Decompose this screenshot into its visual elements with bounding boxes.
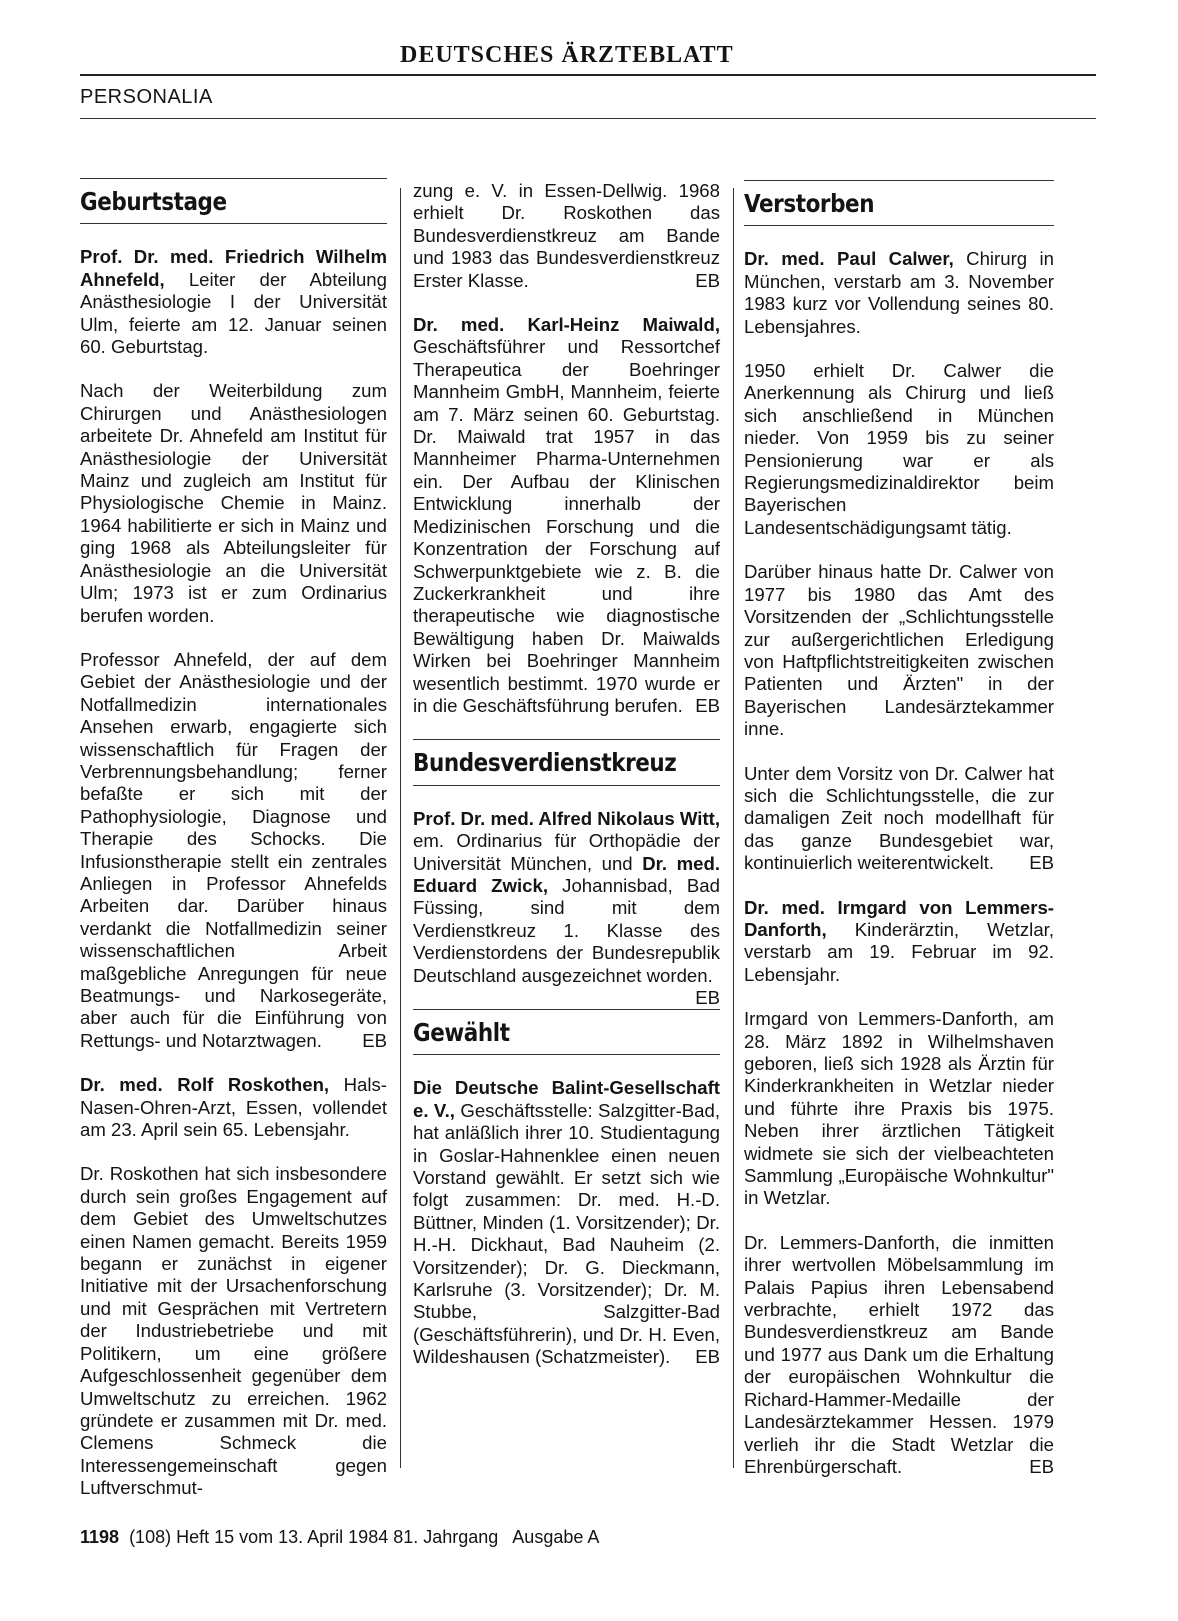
paragraph	[413, 180, 720, 292]
paragraph: Darüber hinaus hatte Dr. Calwer von 1977 bis 1980 das Amt des Vorsitzenden der „Schlichtungsstelle zur außergerichtlichen Erledigung von Haftpflichtstreitigkeiten zwischen Patienten und Ärzten" in der Bayerischen Landesärztekammer inne.	[744, 561, 1054, 740]
paragraph	[80, 649, 387, 1052]
author-initials: EB	[1029, 852, 1054, 874]
entry-text: Chirurg in München, verstarb am 3. November 1983 kurz vor Vollendung seines 80. Lebensjahres.	[744, 248, 1054, 337]
author-initials: EB	[1029, 1455, 1054, 1477]
paragraph-text: Dr. Lemmers-Danforth, die inmitten ihrer wertvollen Möbelsammlung im Palais Papius ihren Lebensabend verbrachte, erhielt 1972 das Bundesverdienstkreuz am Bande und 1977 aus Dank um die Erhaltung der europäischen Wohnkultur die Richard-Hammer-Medaille der Landesärztekammer Hessen. 1979 verlieh ihr die Stadt Wetzlar die Ehrenbürgerschaft.	[744, 1231, 1054, 1477]
person-name: Dr. med. Rolf Roskothen,	[80, 1074, 330, 1096]
paragraph-text: Professor Ahnefeld, der auf dem Gebiet der Anästhesiologie und der Notfallmedizin internationales Ansehen erwarb, engagierte sich wissenschaftlich für Fragen der Verbrennungsbehandlung; ferner befaßte er sich mit der Pathophysiologie, Diagnose und Therapie des Schocks. Die Infusionstherapie stellt ein zentrales Anliegen in Professor Ahnefelds Arbeiten dar. Darüber hinaus verdankt die Notfallmedizin seiner wissenschaftlichen Arbeit maßgebliche Anregungen für neue Beatmungs- und Narkosegeräte, aber auch für die Einführung von Rettungs- und Notarztwagen.	[80, 648, 387, 1051]
column-1	[80, 178, 387, 1522]
paragraph: Nach der Weiterbildung zum Chirurgen und Anästhesiologen arbeitete Dr. Ahnefeld am Institut für Anästhesiologie der Universität Mainz und zugleich am Institut für Physiologische Chemie in Mainz. 1964 habilitierte er sich in Mainz und ging 1968 als Abteilungsleiter für Anästhesiologie an die Universität Ulm; 1973 ist er zum Ordinarius berufen worden.	[80, 380, 387, 626]
paragraph: Dr. Roskothen hat sich insbesondere durch sein großes Engagement auf dem Gebiet des Umweltschutzes einen Namen gemacht. Bereits 1959 begann er zunächst in eigener Initiative mit der Ursachenforschung und mit Gesprächen mit Vertretern der Industriebetriebe und mit Politikern, um eine größere Aufgeschlossenheit gegenüber dem Umweltschutz zu erreichen. 1962 gründete er zusammen mit Dr. med. Clemens Schmeck die Interessengemeinschaft gegen Luftverschmut-	[80, 1163, 387, 1499]
author-initials: EB	[695, 269, 720, 291]
paragraph-text: zung e. V. in Essen-Dellwig. 1968 erhielt Dr. Roskothen das Bundesverdienstkreuz am Bande und 1983 das Bundesverdienstkreuz Erster Klasse.	[413, 180, 720, 291]
entry-lemmers-danforth	[744, 897, 1054, 987]
entry-text: Geschäftsstelle: Salzgitter-Bad, hat anläßlich ihrer 10. Studientagung in Goslar-Hahnenklee einen neuen Vorstand gewählt. Er setzt sich wie folgt zusammen: Dr. med. H.-D. Büttner, Minden (1. Vorsitzender); Dr. H.-H. Dickhaut, Bad Nauheim (2. Vorsitzender); Dr. G. Dieckmann, Karlsruhe (3. Vorsitzender); Dr. M. Stubbe, Salzgitter-Bad (Geschäftsführerin), und Dr. H. Even, Wildeshausen (Schatzmeister).	[413, 1099, 721, 1368]
entry-text: Kinderärztin, Wetzlar, verstarb am 19. Februar im 92. Lebensjahr.	[744, 918, 1054, 985]
entry-text: Hals-Nasen-Ohren-Arzt, Essen, vollendet am 23. April sein 65. Lebensjahr.	[80, 1074, 387, 1141]
heading-block-geburtstage	[80, 178, 387, 224]
paragraph-text: Unter dem Vorsitz von Dr. Calwer hat sich die Schlichtungsstelle, die zur damaligen Zeit noch modellhaft für das ganze Bundesgebiet war, kontinuierlich weiterentwickelt.	[744, 762, 1054, 874]
heading-block-verstorben	[744, 180, 1054, 226]
column-2	[413, 180, 720, 1391]
page-footer	[80, 1527, 599, 1548]
column-divider	[400, 188, 401, 1468]
author-initials: EB	[362, 1029, 387, 1051]
entry-calwer	[744, 248, 1054, 338]
header-rule	[80, 74, 1096, 76]
person-name: Dr. med. Paul Calwer,	[744, 248, 954, 270]
column-divider	[733, 188, 734, 1468]
entry-balint	[413, 1077, 720, 1368]
heading-bundesverdienstkreuz: Bundesverdienstkreuz	[413, 748, 677, 778]
person-name: Dr. med. Irmgard von Lemmers-Danforth,	[744, 896, 1054, 940]
paragraph	[744, 1232, 1054, 1478]
section-label: PERSONALIA	[80, 86, 213, 108]
masthead: DEUTSCHES ÄRZTEBLATT	[400, 42, 734, 68]
paragraph	[744, 763, 1054, 875]
author-initials: EB	[695, 694, 720, 716]
paragraph: Irmgard von Lemmers-Danforth, am 28. März 1892 in Wilhelmshaven geboren, ließ sich 1928 als Ärztin für Kinderkrankheiten in Wetzlar nieder und führte ihre Praxis bis 1975. Neben ihrer ärztlichen Tätigkeit widmete sie sich der vielbeachteten Sammlung „Europäische Wohnkultur" in Wetzlar.	[744, 1008, 1054, 1209]
entry-text: em. Ordinarius für Orthopädie der Universität München, und	[413, 830, 720, 874]
entry-roskothen	[80, 1074, 387, 1141]
entry-text: Geschäftsführer und Ressortchef Therapeutica der Boehringer Mannheim GmbH, Mannheim, feierte am 7. März seinen 60. Geburtstag. Dr. Maiwald trat 1957 in das Mannheimer Pharma-Unternehmen ein. Der Aufbau der Klinischen Entwicklung innerhalb der Medizinischen Forschung und die Konzentration der Forschung auf Schwerpunktgebiete wie z. B. die Zuckerkrankheit und ihre therapeutische wie diagnostische Bewältigung haben Dr. Maiwalds Wirken bei Boehringer Mannheim wesentlich bestimmt. 1970 wurde er in die Geschäftsführung berufen.	[413, 336, 720, 716]
author-initials: EB	[695, 987, 720, 1008]
issue-info: (108) Heft 15 vom 13. April 1984 81. Jahrgang Ausgabe A	[119, 1527, 600, 1547]
heading-underline	[80, 223, 387, 224]
heading-underline	[744, 225, 1054, 226]
heading-gewaehlt: Gewählt	[413, 1018, 510, 1047]
entry-maiwald	[413, 314, 720, 717]
paragraph: 1950 erhielt Dr. Calwer die Anerkennung als Chirurg und ließ sich anschließend in München nieder. Von 1959 bis zu seiner Pensionierung war er als Regierungsmedizinaldirektor beim Bayerischen Landesentschädigungsamt tätig.	[744, 360, 1054, 538]
entry-text: Johannisbad, Bad Füssing, sind mit dem Verdienstkreuz 1. Klasse des Verdienstordens der Bundesrepublik Deutschland ausgezeichnet worden.	[413, 874, 720, 986]
section-rule	[80, 118, 1096, 119]
heading-geburtstage: Geburtstage	[80, 187, 227, 216]
person-name: Prof. Dr. med. Alfred Nikolaus Witt,	[413, 807, 721, 829]
heading-block-bundesverdienstkreuz	[413, 739, 720, 785]
entry-witt-zwick	[413, 807, 721, 1008]
organization-name: Die Deutsche Balint-Gesellschaft e. V.,	[413, 1077, 720, 1121]
entry-ahnefeld	[80, 246, 387, 358]
heading-verstorben: Verstorben	[744, 189, 875, 218]
heading-block-gewaehlt	[413, 1009, 720, 1055]
heading-underline	[413, 1054, 720, 1055]
person-name: Prof. Dr. med. Friedrich Wilhelm Ahnefeld,	[80, 246, 387, 290]
author-initials: EB	[695, 1346, 720, 1368]
page-number: 1198	[80, 1527, 120, 1547]
person-name: Dr. med. Karl-Heinz Maiwald,	[413, 314, 720, 336]
column-3	[744, 180, 1054, 1500]
person-name: Dr. med. Eduard Zwick,	[413, 852, 720, 896]
entry-text: Leiter der Abteilung Anästhesiologie I der Universität Ulm, feierte am 12. Januar seinen 60. Geburtstag.	[80, 268, 387, 358]
heading-underline	[413, 785, 720, 786]
